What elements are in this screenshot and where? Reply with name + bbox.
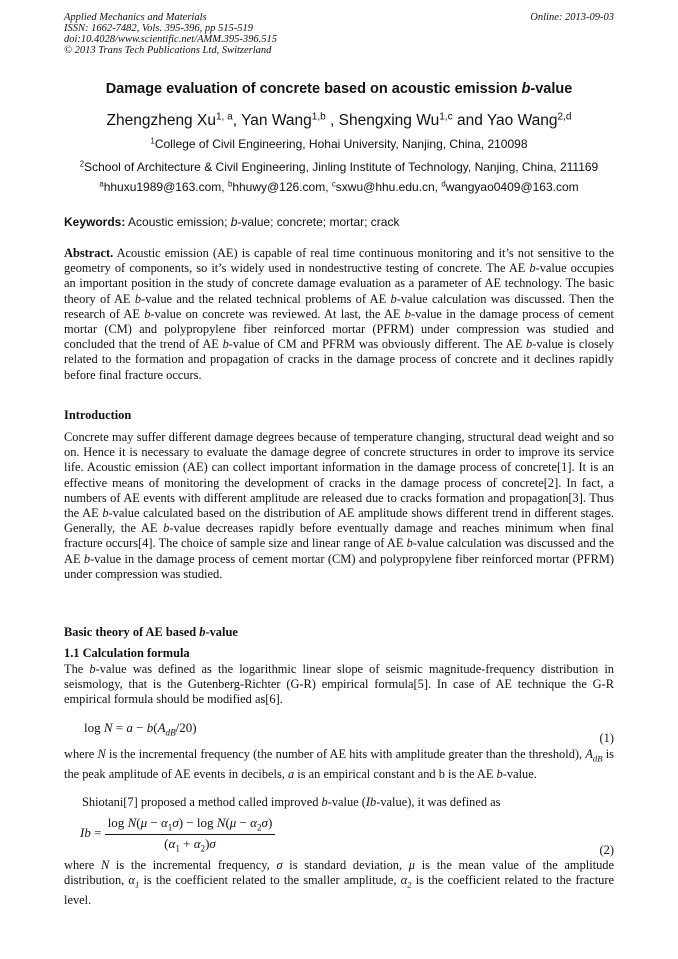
paragraph: Shiotani[7] proposed a method called improved b-value (Ib-value), it was defined as [82,795,501,809]
email-link[interactable]: wangyao0409@163.com [445,180,579,194]
email-sup: d [441,179,446,189]
email-sup: a [99,179,104,189]
affiliation-sup: 2 [79,159,85,169]
affiliation-text: School of Architecture & Civil Engineering, Jinling Institute of Technology, Nanjing, China, 211169 [84,160,599,174]
equation-number: (2) [599,843,614,857]
author-list: Zhengzheng Xu$^{1, a}$, Yan Wang$^{1,b}$ , Shengxing Wu$^{1,c}$ and Yao Wang$^{2,d}$ [106,111,572,129]
abstract [64,246,614,383]
affiliation [30,160,648,174]
author-sup: 1, a [215,111,233,123]
author-name: Zhengzheng Xu [106,112,216,129]
online-date: Online: 2013-09-03 [530,12,614,23]
paragraph: where N is the incremental frequency, σ is standard deviation, μ is the mean value of the amplitude distribution, $\alpha_1$ is the coefficient related to the smaller amplitude, $\alpha_2$ is the coefficient related to the fracture level. [64,858,614,907]
introduction-text: Concrete may suffer different damage degrees because of temperature changing, structural dead weight and so on. Hence it is necessary to evaluate the damage degree of concrete structures in order to improve its service life. Acoustic emission (AE) can collect important information in the damage process of concrete[1]. It is an effective means of monitoring the development of cracks in the damage process of concrete[2]. In fact, a numbers of AE events with different amplitude are released due to cracks formation and propagation[3]. Thus the AE b-value calculated based on the distribution of AE amplitude shows different trend in different stages. Generally, the AE b-value decreases rapidly before eventually damage and reaches minimum when final fracture occurs[4]. The choice of sample size and linear range of AE b-value calculation was discussed and the AE b-value in the damage process of cement mortar (CM) and polypropylene fiber reinforced mortar (PFRM) under compression was studied. [64,430,615,581]
equation-1: $\log N = a - b(A_{dB}/20)$ [84,720,197,738]
author-sup: 1,b [311,111,326,123]
equation-2: Ib = $\frac{\log N(\mu - \alpha_1\sigma) - \log N(\mu - \alpha_2\sigma)}{(\alpha_1 + \alpha_2)\sigma}$ [80,815,275,853]
section-heading-basic-theory: Basic theory of AE based b-value [64,625,238,639]
email-link[interactable]: hhuxu1989@163.com [103,180,222,194]
author-sup: 1,c [439,111,453,123]
email-link[interactable]: sxwu@hhu.edu.cn [335,180,435,194]
author-name: Yan Wang [241,112,312,129]
copyright: © 2013 Trans Tech Publications Ltd, Switzerland [64,45,272,56]
keywords-label: Keywords: [64,215,126,229]
affiliation-text: College of Civil Engineering, Hohai University, Nanjing, China, 210098 [154,137,528,151]
doi[interactable]: doi:10.4028/www.scientific.net/AMM.395-396.515 [64,34,277,45]
abstract-text: Acoustic emission (AE) is capable of real time continuous monitoring and it’s not sensitive to the geometry of components, so it’s widely used in nondestructive testing of concrete. The AE b-value occupies an important position in the study of concrete damage evaluation as a parameter of AE technology. The basic theory of AE b-value and the related technical problems of AE b-value calculation was discussed. Then the research of AE b-value on concrete was reviewed. At last, the AE b-value in the damage process of cement mortar (CM) and polypropylene fiber reinforced mortar (PFRM) under compression was studied and concluded that the trend of AE b-value of CM and PFRM was obviously different. The AE b-value is closely related to the formation and propagation of cracks in the damage process of concrete and it declines rapidly before final fracture occurs. [64,246,615,382]
keywords [64,215,614,230]
paper-title: Damage evaluation of concrete based on acoustic emission b-value [105,81,573,97]
email-sup: b [227,179,233,189]
keywords-text: Acoustic emission; b-value; concrete; mortar; crack [128,215,400,229]
email-link[interactable]: hhuwy@126.com [232,180,326,194]
author-name: Yao Wang [486,112,558,129]
issn: ISSN: 1662-7482, Vols. 395-396, pp 515-519 [64,23,253,34]
subsection-heading: 1.1 Calculation formula [64,646,190,660]
affiliation [30,137,648,151]
email-list: $^a$hhuxu1989@163.com, $^b$hhuwy@126.com, $^c$sxwu@hhu.edu.cn, $^d$wangyao0409@163.com [99,179,579,194]
abstract-label: Abstract. [64,246,114,260]
equation-number: (1) [599,731,614,745]
section-heading-introduction: Introduction [64,408,132,422]
author-name: Shengxing Wu [338,112,440,129]
affiliation-sup: 1 [150,136,155,146]
author-sup: 2,d [557,111,572,123]
email-sup: c [331,179,336,189]
paragraph: The b-value was defined as the logarithmic linear slope of seismic magnitude-frequency distribution in seismology, that is the Gutenberg-Richter (G-R) empirical formula[5]. In case of AE technique the G-R empirical formula should be modified as[6]. [64,662,614,707]
journal-name: Applied Mechanics and Materials [64,12,207,23]
paragraph: where N is the incremental frequency (the number of AE hits with amplitude greater than the threshold), $A_{dB}$ is the peak amplitude of AE events in decibels, a is an empirical constant and b is the AE b-value. [64,747,614,781]
